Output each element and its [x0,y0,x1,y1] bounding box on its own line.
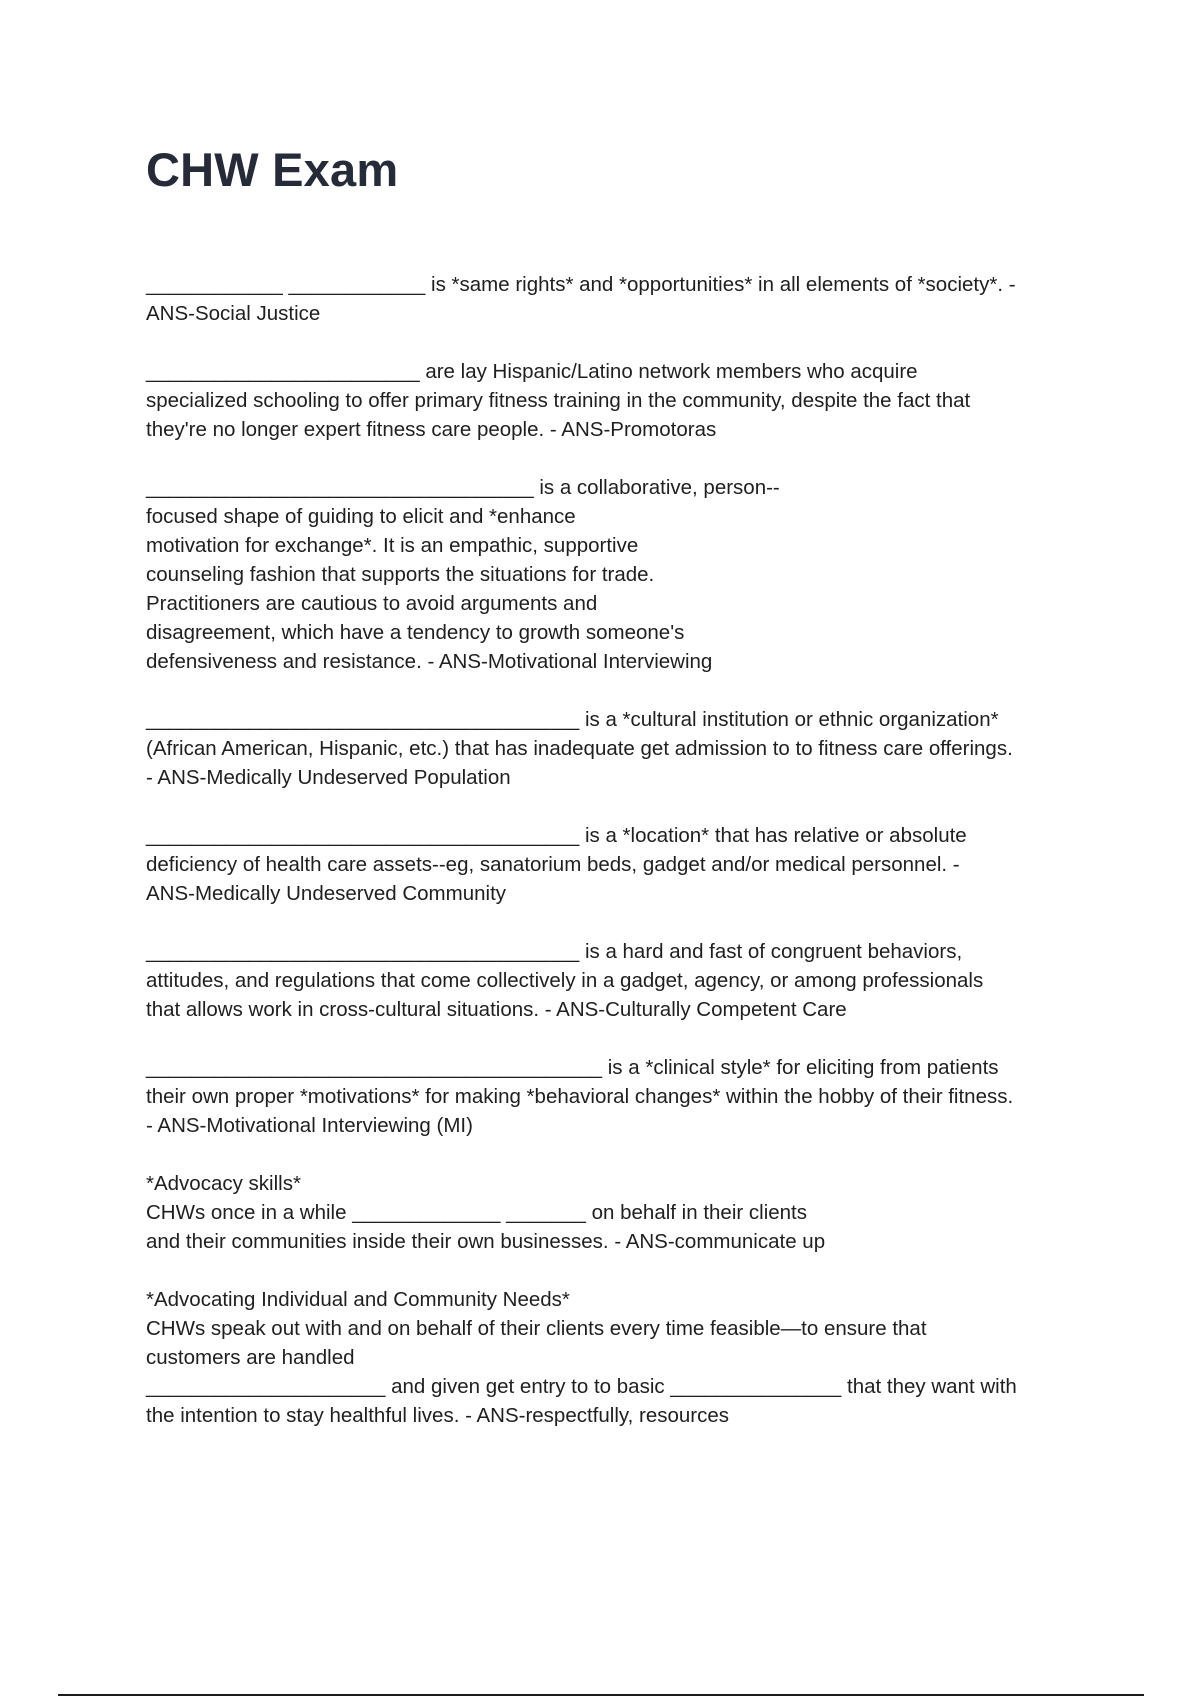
text-line: motivation for exchange*. It is an empathic, supportive [146,534,639,557]
text-line: and their communities inside their own businesses. - ANS-communicate up [146,1230,826,1253]
question-paragraph [146,1285,1096,1430]
text-line: ________________________________________ is a *clinical style* for eliciting from patients [146,1056,999,1079]
document-body [146,270,1096,1459]
text-line: ____________ ____________ is *same rights* and *opportunities* in all elements of *society*. - [146,273,1016,296]
question-paragraph [146,821,1096,908]
text-line: CHWs speak out with and on behalf of their clients every time feasible—to ensure that [146,1317,927,1340]
text-line: ANS-Social Justice [146,302,321,325]
text-line: customers are handled [146,1346,355,1369]
text-line: disagreement, which have a tendency to growth someone's [146,621,685,644]
text-line: - ANS-Motivational Interviewing (MI) [146,1114,473,1137]
text-line: CHWs once in a while _____________ _______ on behalf in their clients [146,1201,808,1224]
text-line: ________________________ are lay Hispanic/Latino network members who acquire [146,360,918,383]
text-line: the intention to stay healthful lives. - ANS-respectfully, resources [146,1404,730,1427]
text-line: (African American, Hispanic, etc.) that has inadequate get admission to to fitness care offerings. [146,737,1013,760]
text-line: counseling fashion that supports the situations for trade. [146,563,655,586]
text-line: deficiency of health care assets--eg, sanatorium beds, gadget and/or medical personnel. - [146,853,960,876]
text-line: defensiveness and resistance. - ANS-Motivational Interviewing [146,650,713,673]
text-line: specialized schooling to offer primary fitness training in the community, despite the fact that [146,389,971,412]
text-line: *Advocacy skills* [146,1172,301,1195]
text-line: ______________________________________ is a *cultural institution or ethnic organization* [146,708,999,731]
text-line: focused shape of guiding to elicit and *enhance [146,505,576,528]
text-line: ______________________________________ is a hard and fast of congruent behaviors, [146,940,963,963]
page-title: CHW Exam [146,143,399,196]
question-paragraph [146,1169,1096,1256]
footer-divider [58,1694,1144,1696]
text-line: ______________________________________ is a *location* that has relative or absolute [146,824,967,847]
text-line: _____________________ and given get entry to to basic _______________ that they want with [146,1375,1017,1398]
question-paragraph [146,473,1096,676]
text-line: __________________________________ is a collaborative, person-- [146,476,780,499]
question-paragraph [146,705,1096,792]
text-line: *Advocating Individual and Community Needs* [146,1288,570,1311]
question-paragraph [146,357,1096,444]
text-line: attitudes, and regulations that come collectively in a gadget, agency, or among professionals [146,969,984,992]
question-paragraph [146,937,1096,1024]
text-line: ANS-Medically Undeserved Community [146,882,507,905]
text-line: Practitioners are cautious to avoid arguments and [146,592,598,615]
text-line: that allows work in cross-cultural situations. - ANS-Culturally Competent Care [146,998,847,1021]
text-line: their own proper *motivations* for making *behavioral changes* within the hobby of their fitness. [146,1085,1014,1108]
question-paragraph [146,1053,1096,1140]
text-line: they're no longer expert fitness care people. - ANS-Promotoras [146,418,717,441]
question-paragraph [146,270,1096,328]
text-line: - ANS-Medically Undeserved Population [146,766,511,789]
